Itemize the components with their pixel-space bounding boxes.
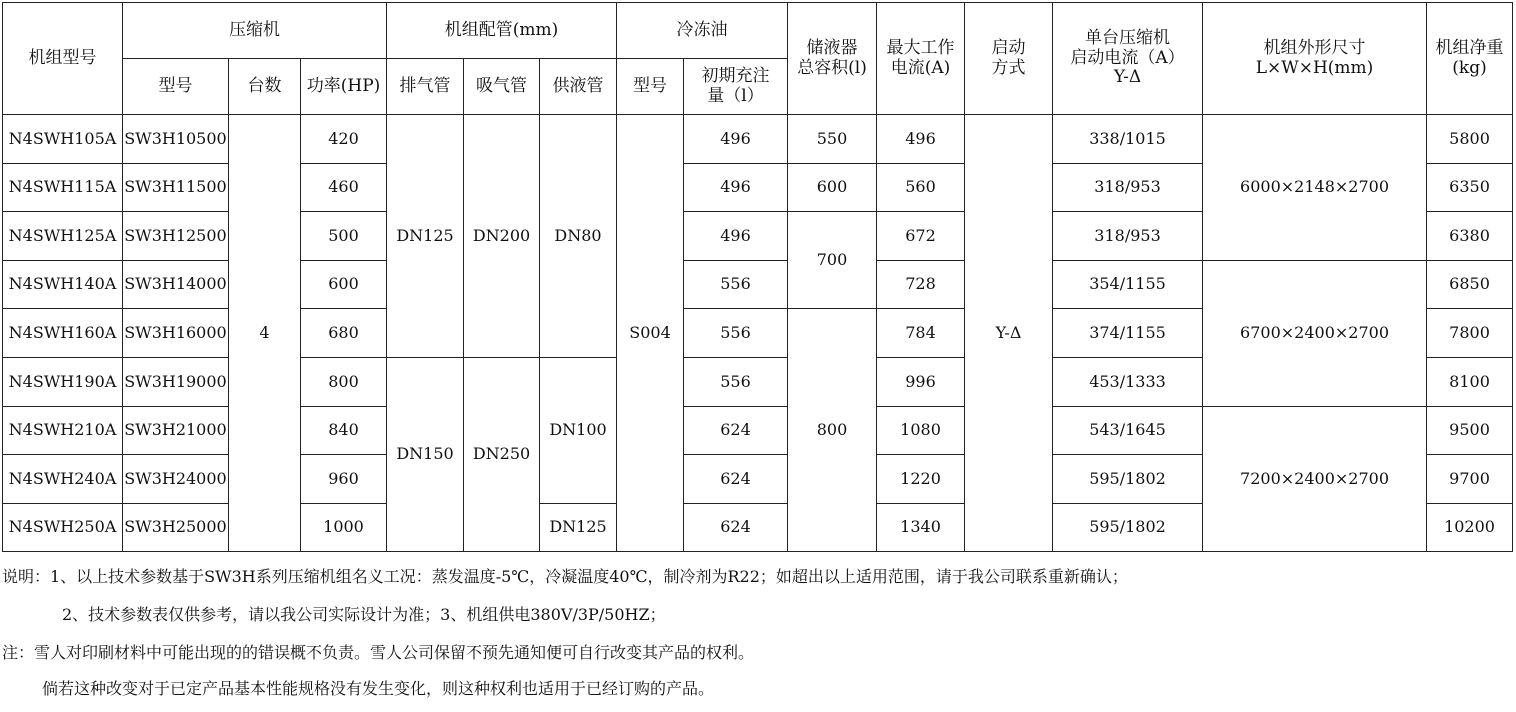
header-start-mode: 启动 方式 [965,3,1053,115]
cell-comp-type: SW3H12500 [123,212,229,261]
cell-receiver: 800 [788,309,877,552]
cell-discharge-pipe: DN125 [387,115,464,358]
table-row [3,115,1513,164]
cell-power: 960 [301,455,387,504]
cell-oil-charge: 496 [684,163,788,212]
cell-max-current: 1340 [877,503,965,552]
cell-max-current: 784 [877,309,965,358]
cell-dimensions: 6700×2400×2700 [1203,260,1427,406]
cell-weight: 6350 [1427,163,1513,212]
cell-weight: 6380 [1427,212,1513,261]
cell-comp-type: SW3H16000 [123,309,229,358]
header-model: 机组型号 [3,3,123,115]
cell-power: 680 [301,309,387,358]
cell-receiver: 600 [788,163,877,212]
cell-model: N4SWH105A [3,115,123,164]
cell-power: 1000 [301,503,387,552]
cell-suction-pipe: DN250 [464,357,540,551]
cell-start-current: 338/1015 [1053,115,1203,164]
cell-oil-charge: 556 [684,260,788,309]
header-oil-type: 型号 [617,59,684,115]
cell-oil-charge: 556 [684,357,788,406]
note-line-4: 倘若这种改变对于已定产品基本性能规格没有发生变化，则这种权利也适用于已经订购的产品。 [42,679,715,698]
cell-suction-pipe: DN200 [464,115,540,358]
header-comp-count: 台数 [229,59,301,115]
header-start-current: 单台压缩机 启动电流（A） Y-Δ [1053,3,1203,115]
cell-max-current: 728 [877,260,965,309]
cell-power: 460 [301,163,387,212]
cell-power: 500 [301,212,387,261]
cell-max-current: 1220 [877,455,965,504]
spec-table [2,2,1513,552]
cell-comp-type: SW3H25000 [123,503,229,552]
header-pipe-liquid: 供液管 [540,59,617,115]
cell-weight: 6850 [1427,260,1513,309]
cell-model: N4SWH115A [3,163,123,212]
cell-model: N4SWH140A [3,260,123,309]
header-oil-charge: 初期充注 量（l） [684,59,788,115]
header-comp-type: 型号 [123,59,229,115]
header-pipe-suction: 吸气管 [464,59,540,115]
cell-oil-charge: 624 [684,503,788,552]
cell-discharge-pipe: DN150 [387,357,464,551]
cell-comp-type: SW3H24000 [123,455,229,504]
cell-weight: 9500 [1427,406,1513,455]
cell-power: 840 [301,406,387,455]
header-oil: 冷冻油 [617,3,788,59]
cell-weight: 9700 [1427,455,1513,504]
cell-model: N4SWH190A [3,357,123,406]
cell-receiver: 700 [788,212,877,309]
note-line-2: 2、技术参数表仅供参考，请以我公司实际设计为准；3、机组供电380V/3P/50HZ； [62,605,666,624]
header-dimensions: 机组外形尺寸 L×W×H(mm) [1203,3,1427,115]
cell-max-current: 672 [877,212,965,261]
cell-start-current: 374/1155 [1053,309,1203,358]
cell-model: N4SWH240A [3,455,123,504]
cell-start-current: 318/953 [1053,212,1203,261]
header-comp-power: 功率(HP) [301,59,387,115]
cell-oil-charge: 496 [684,212,788,261]
cell-weight: 8100 [1427,357,1513,406]
cell-oil-charge: 624 [684,455,788,504]
cell-weight: 5800 [1427,115,1513,164]
cell-liquid-pipe: DN80 [540,115,617,358]
cell-oil-type: S004 [617,115,684,552]
cell-start-current: 595/1802 [1053,455,1203,504]
cell-start-current: 318/953 [1053,163,1203,212]
cell-comp-type: SW3H21000 [123,406,229,455]
cell-comp-count: 4 [229,115,301,552]
header-compressor: 压缩机 [123,3,387,59]
cell-power: 600 [301,260,387,309]
cell-power: 420 [301,115,387,164]
cell-power: 800 [301,357,387,406]
cell-comp-type: SW3H11500 [123,163,229,212]
cell-max-current: 1080 [877,406,965,455]
cell-comp-type: SW3H14000 [123,260,229,309]
cell-start-current: 453/1333 [1053,357,1203,406]
cell-model: N4SWH160A [3,309,123,358]
cell-model: N4SWH250A [3,503,123,552]
header-pipe-discharge: 排气管 [387,59,464,115]
cell-max-current: 496 [877,115,965,164]
cell-start-current: 595/1802 [1053,503,1203,552]
header-weight: 机组净重 (kg) [1427,3,1513,115]
cell-start-current: 543/1645 [1053,406,1203,455]
cell-oil-charge: 624 [684,406,788,455]
cell-model: N4SWH125A [3,212,123,261]
cell-comp-type: SW3H19000 [123,357,229,406]
cell-comp-type: SW3H10500 [123,115,229,164]
cell-max-current: 560 [877,163,965,212]
cell-oil-charge: 556 [684,309,788,358]
cell-dimensions: 7200×2400×2700 [1203,406,1427,552]
cell-start-current: 354/1155 [1053,260,1203,309]
header-piping: 机组配管(mm) [387,3,617,59]
cell-receiver: 550 [788,115,877,164]
cell-weight: 7800 [1427,309,1513,358]
note-line-3: 注：雪人对印刷材料中可能出现的的错误概不负责。雪人公司保留不预先通知便可自行改变其产品的权利。 [2,643,755,662]
cell-oil-charge: 496 [684,115,788,164]
cell-liquid-pipe: DN125 [540,503,617,552]
cell-model: N4SWH210A [3,406,123,455]
note-line-1: 说明：1、以上技术参数基于SW3H系列压缩机组名义工况：蒸发温度-5℃，冷凝温度40℃，制冷剂为R22；如超出以上适用范围，请于我公司联系重新确认； [2,567,1128,586]
cell-start-mode: Y-Δ [965,115,1053,552]
header-max-current: 最大工作 电流(A) [877,3,965,115]
cell-weight: 10200 [1427,503,1513,552]
cell-liquid-pipe: DN100 [540,357,617,503]
cell-max-current: 996 [877,357,965,406]
cell-dimensions: 6000×2148×2700 [1203,115,1427,261]
header-receiver: 储液器 总容积(l) [788,3,877,115]
